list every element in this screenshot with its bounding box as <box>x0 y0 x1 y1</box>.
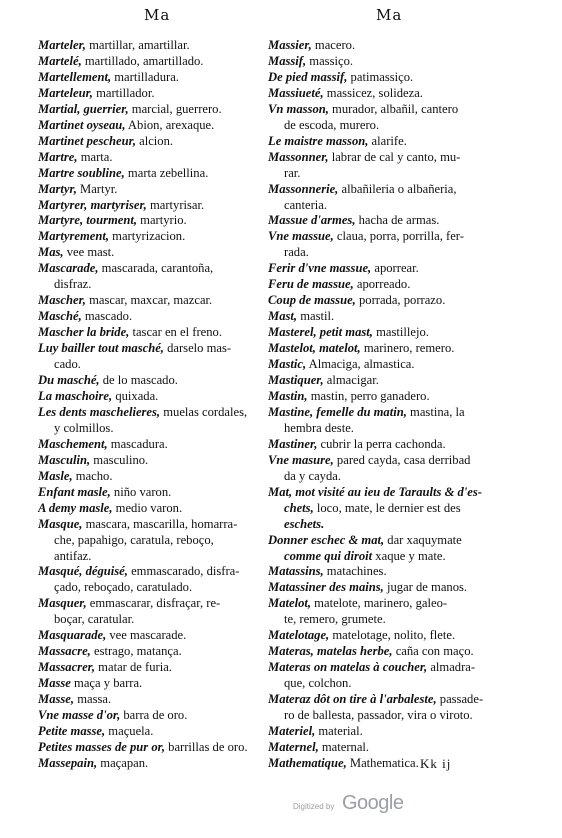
headword: A demy masle, <box>38 500 113 515</box>
dictionary-entry-line <box>38 580 272 596</box>
definition: maçapan. <box>97 755 149 770</box>
definition: vee mascarade. <box>106 628 187 643</box>
definition: martyrio. <box>137 213 187 228</box>
dictionary-entry-line <box>38 102 272 118</box>
definition: que, colchon. <box>284 676 352 691</box>
dictionary-entry-line <box>38 134 272 150</box>
dictionary-entry-line <box>38 612 272 628</box>
headword: Vne massue, <box>268 229 334 244</box>
definition: martyrisar. <box>146 197 205 212</box>
definition: te, remero, grumete. <box>284 612 386 627</box>
dictionary-entry-line <box>268 38 508 54</box>
definition: aporrear. <box>371 261 419 276</box>
headword: chets, <box>284 500 314 515</box>
headword: Vne masure, <box>268 452 334 467</box>
definition: massiço. <box>306 53 354 68</box>
definition: jugar de manos. <box>383 580 468 595</box>
definition: cado. <box>54 357 81 372</box>
dictionary-entry-line <box>38 501 272 517</box>
definition: marcial, guerrero. <box>128 101 222 116</box>
headword: Materiel, <box>268 723 316 738</box>
headword: Luy bailler tout masché, <box>38 341 164 356</box>
headword: Massif, <box>268 53 307 68</box>
dictionary-entry-line <box>38 644 272 660</box>
definition: albañileria o albañeria, <box>338 181 457 196</box>
definition: murador, albañil, cantero <box>328 101 459 116</box>
headword: Coup de massue, <box>268 293 356 308</box>
dictionary-entry-line <box>38 564 272 580</box>
dictionary-entry-line <box>268 373 508 389</box>
headword: Materaz dôt on tire à l'arbaleste, <box>268 692 437 707</box>
dictionary-entry-line <box>268 309 508 325</box>
headword: Martre soubline, <box>38 165 125 180</box>
headword: Mastine, femelle du matin, <box>268 404 407 419</box>
headword: Vn masson, <box>268 101 329 116</box>
definition: massicez, solideza. <box>323 85 423 100</box>
headword: Masse <box>38 676 71 691</box>
headword: Masché, <box>38 309 82 324</box>
dictionary-entry-line <box>38 261 272 277</box>
definition: boçar, caratular. <box>54 612 135 627</box>
definition: che, papahigo, caratula, reboço, <box>54 532 214 547</box>
dictionary-entry-line <box>268 166 508 182</box>
right-column <box>268 38 508 772</box>
headword: Masqué, déguisé, <box>38 564 128 579</box>
dictionary-entry-line <box>38 676 272 692</box>
definition: medio varon. <box>112 500 183 515</box>
dictionary-entry-line <box>268 421 508 437</box>
dictionary-entry-line <box>268 325 508 341</box>
dictionary-entry-line <box>38 373 272 389</box>
dictionary-entry-line <box>38 437 272 453</box>
definition: claua, porra, porrilla, fer- <box>333 229 464 244</box>
dictionary-entry-line <box>268 54 508 70</box>
definition: çado, reboçado, caratulado. <box>54 580 193 595</box>
definition: emmascarar, disfraçar, re- <box>86 596 221 611</box>
headword: La maschoire, <box>38 388 113 403</box>
dictionary-entry-line <box>268 676 508 692</box>
dictionary-entry-line <box>268 70 508 86</box>
definition: pared cayda, casa derribad <box>333 452 471 467</box>
dictionary-entry-line <box>268 293 508 309</box>
dictionary-entry-line <box>268 692 508 708</box>
definition: mastil. <box>297 309 335 324</box>
headword: Feru de massue, <box>268 277 354 292</box>
definition: darselo mas- <box>163 341 232 356</box>
headword: Le maistre masson, <box>268 133 369 148</box>
definition: almadra- <box>427 660 476 675</box>
running-head-left: Ma <box>144 6 171 24</box>
definition: masculino. <box>90 452 149 467</box>
definition: caña con maço. <box>392 644 474 659</box>
headword: Mastiquer, <box>268 373 324 388</box>
definition: cubrir la perra cachonda. <box>317 436 446 451</box>
headword: Massonnerie, <box>268 181 339 196</box>
definition: Almaciga, almastica. <box>306 357 415 372</box>
dictionary-entry-line <box>268 357 508 373</box>
definition: muelas cordales, <box>160 404 248 419</box>
dictionary-entry-line <box>38 309 272 325</box>
definition: martyrizacion. <box>109 229 186 244</box>
headword: Mast, <box>268 309 298 324</box>
definition: mastin, perro ganadero. <box>307 388 430 403</box>
dictionary-entry-line <box>38 277 272 293</box>
definition: Abion, arexaque. <box>125 117 215 132</box>
definition: maça y barra. <box>70 676 143 691</box>
google-watermark: Google <box>342 792 404 814</box>
dictionary-entry-line <box>38 54 272 70</box>
definition: vee mast. <box>63 245 115 260</box>
dictionary-entry-line <box>38 533 272 549</box>
dictionary-entry-line <box>268 708 508 724</box>
definition: mascadura. <box>107 436 168 451</box>
headword: Massepain, <box>38 755 98 770</box>
dictionary-entry-line <box>38 708 272 724</box>
definition: de escoda, murero. <box>284 117 380 132</box>
definition: matelotage, nolito, flete. <box>329 628 456 643</box>
dictionary-entry-line <box>268 628 508 644</box>
dictionary-entry-line <box>38 405 272 421</box>
headword: Mascher la bride, <box>38 325 130 340</box>
left-column <box>38 38 272 772</box>
headword: Mat, mot visité au ieu de Taraults & d'es- <box>268 484 482 499</box>
dictionary-entry-line <box>268 564 508 580</box>
definition: macho. <box>72 468 113 483</box>
dictionary-entry-line <box>38 245 272 261</box>
dictionary-entry-line <box>268 580 508 596</box>
definition: hembra deste. <box>284 420 354 435</box>
definition: ro de ballesta, passador, vira o viroto. <box>284 708 473 723</box>
headword: Masquer, <box>38 596 87 611</box>
dictionary-entry-line <box>268 102 508 118</box>
dictionary-entry-line <box>38 341 272 357</box>
definition: niño varon. <box>110 484 172 499</box>
dictionary-entry-line <box>268 261 508 277</box>
definition: mascar, maxcar, mazcar. <box>85 293 213 308</box>
headword: Masle, <box>38 468 73 483</box>
dictionary-entry-line <box>38 86 272 102</box>
headword: Donner eschec & mat, <box>268 532 385 547</box>
dictionary-entry-line <box>268 150 508 166</box>
definition: rada. <box>284 245 309 260</box>
definition: aporreado. <box>353 277 411 292</box>
dictionary-entry-line <box>38 325 272 341</box>
dictionary-entry-line <box>38 38 272 54</box>
definition: de lo mascado. <box>99 373 178 388</box>
dictionary-entry-line <box>268 229 508 245</box>
headword: Mastelot, matelot, <box>268 341 361 356</box>
headword: Martial, guerrier, <box>38 101 129 116</box>
dictionary-entry-line <box>38 213 272 229</box>
dictionary-entry-line <box>38 70 272 86</box>
definition: matar de furia. <box>95 660 172 675</box>
dictionary-entry-line <box>268 389 508 405</box>
definition: estrago, matança. <box>90 644 182 659</box>
dictionary-entry-line <box>268 341 508 357</box>
definition: marta zebellina. <box>124 165 209 180</box>
headword: Massiueté, <box>268 85 324 100</box>
definition: passade- <box>436 692 484 707</box>
dictionary-entry-line <box>268 740 508 756</box>
headword: Enfant masle, <box>38 484 111 499</box>
definition: Martyr. <box>76 181 118 196</box>
headword: Masquarade, <box>38 628 107 643</box>
definition: mascara, mascarilla, homarra- <box>82 516 238 531</box>
headword: Mas, <box>38 245 64 260</box>
dictionary-entry-line <box>38 389 272 405</box>
definition: maternal. <box>318 739 370 754</box>
headword: Materas on matelas à coucher, <box>268 660 428 675</box>
headword: Marteler, <box>38 38 86 52</box>
dictionary-entry-line <box>38 150 272 166</box>
headword: Massue d'armes, <box>268 213 356 228</box>
definition: hacha de armas. <box>355 213 440 228</box>
headword: Martelé, <box>38 53 82 68</box>
headword: Mascher, <box>38 293 86 308</box>
dictionary-entry-line <box>268 198 508 214</box>
dictionary-entry-line <box>268 118 508 134</box>
headword: Maternel, <box>268 739 319 754</box>
definition: alarife. <box>368 133 407 148</box>
definition: quixada. <box>112 388 159 403</box>
definition: alcion. <box>135 133 174 148</box>
headword: Masterel, petit mast, <box>268 325 373 340</box>
headword: Matassins, <box>268 564 324 579</box>
definition: martillado, amartillado. <box>81 53 204 68</box>
definition: Mathematica. <box>346 755 419 770</box>
headword: Petite masse, <box>38 723 106 738</box>
headword: Mastiner, <box>268 436 318 451</box>
headword: Massacre, <box>38 644 91 659</box>
dictionary-entry-line <box>268 501 508 517</box>
dictionary-entry-line <box>268 596 508 612</box>
dictionary-entry-line <box>268 533 508 549</box>
definition: almacigar. <box>323 373 379 388</box>
headword: Masque, <box>38 516 83 531</box>
headword: Massonner, <box>268 149 329 164</box>
definition: matelote, marinero, galeo- <box>311 596 448 611</box>
definition: y colmillos. <box>54 420 114 435</box>
headword: Mascarade, <box>38 261 99 276</box>
headword: Les dents maschelieres, <box>38 404 161 419</box>
dictionary-entry-line <box>268 245 508 261</box>
dictionary-entry-line <box>268 660 508 676</box>
definition: maçuela. <box>105 723 154 738</box>
dictionary-entry-line <box>268 549 508 565</box>
headword: Mathematique, <box>268 755 347 770</box>
headword: comme qui diroit <box>284 548 373 563</box>
dictionary-entry-line <box>38 469 272 485</box>
definition: loco, mate, le dernier est des <box>313 500 461 515</box>
dictionary-entry-line <box>268 485 508 501</box>
headword: Vne masse d'or, <box>38 708 121 723</box>
headword: Matelotage, <box>268 628 330 643</box>
definition: marinero, remero. <box>360 341 455 356</box>
dictionary-entry-line <box>268 277 508 293</box>
headword: Matassiner des mains, <box>268 580 384 595</box>
dictionary-entry-line <box>268 182 508 198</box>
headword: Massier, <box>268 38 312 52</box>
definition: antifaz. <box>54 548 92 563</box>
definition: mascado. <box>81 309 133 324</box>
dictionary-entry-line <box>268 469 508 485</box>
dictionary-entry-line <box>38 549 272 565</box>
definition: barra de oro. <box>120 708 188 723</box>
dictionary-entry-line <box>268 644 508 660</box>
headword: Martyrer, martyriser, <box>38 197 147 212</box>
definition: mastina, la <box>406 404 465 419</box>
dictionary-entry-line <box>38 229 272 245</box>
definition: tascar en el freno. <box>129 325 222 340</box>
dictionary-entry-line <box>268 437 508 453</box>
dictionary-entry-line <box>38 293 272 309</box>
dictionary-entry-line <box>38 596 272 612</box>
dictionary-entry-line <box>38 485 272 501</box>
headword: eschets. <box>284 516 325 531</box>
definition: matachines. <box>323 564 387 579</box>
dictionary-entry-line <box>268 134 508 150</box>
headword: Maschement, <box>38 436 108 451</box>
definition: martilladura. <box>111 69 179 84</box>
dictionary-entry-line <box>38 628 272 644</box>
definition: disfraz. <box>54 277 92 292</box>
definition: labrar de cal y canto, mu- <box>328 149 461 164</box>
dictionary-entry-line <box>268 405 508 421</box>
definition: martillador. <box>92 85 155 100</box>
dictionary-entry-line <box>268 453 508 469</box>
headword: De pied massif, <box>268 69 348 84</box>
headword: Matelot, <box>268 596 312 611</box>
headword: Martellement, <box>38 69 112 84</box>
definition: martillar, amartillar. <box>85 38 190 52</box>
headword: Mastic, <box>268 357 307 372</box>
running-head-right: Ma <box>376 6 403 24</box>
dictionary-entry-line <box>38 182 272 198</box>
digitized-by-label: Digitized by <box>293 802 335 811</box>
headword: Martinet pescheur, <box>38 133 136 148</box>
definition: dar xaquymate <box>384 532 462 547</box>
dictionary-entry-line <box>38 724 272 740</box>
headword: Martyre, tourment, <box>38 213 138 228</box>
dictionary-entry-line <box>38 756 272 772</box>
dictionary-entry-line <box>268 756 508 772</box>
headword: Martyrement, <box>38 229 110 244</box>
dictionary-entry-line <box>38 517 272 533</box>
definition: mastillejo. <box>372 325 429 340</box>
dictionary-entry-line <box>268 86 508 102</box>
dictionary-entry-line <box>38 166 272 182</box>
definition: xaque y mate. <box>372 548 446 563</box>
definition: mascarada, carantoña, <box>98 261 214 276</box>
headword: Massacrer, <box>38 660 96 675</box>
dictionary-entry-line <box>38 357 272 373</box>
definition: canteria. <box>284 197 327 212</box>
definition: massa. <box>74 692 112 707</box>
headword: Martre, <box>38 149 78 164</box>
headword: Du masché, <box>38 373 100 388</box>
definition: rar. <box>284 165 301 180</box>
headword: Masse, <box>38 692 75 707</box>
dictionary-entry-line <box>38 421 272 437</box>
headword: Petites masses de pur or, <box>38 739 165 754</box>
dictionary-entry-line <box>38 453 272 469</box>
headword: Martyr, <box>38 181 77 196</box>
definition: material. <box>315 723 363 738</box>
signature-mark: Kk ij <box>420 756 452 771</box>
definition: marta. <box>77 149 113 164</box>
headword: Ferir d'vne massue, <box>268 261 372 276</box>
dictionary-entry-line <box>38 198 272 214</box>
headword: Masculin, <box>38 452 91 467</box>
headword: Marteleur, <box>38 85 93 100</box>
dictionary-entry-line <box>38 740 272 756</box>
definition: patimassiço. <box>347 69 414 84</box>
dictionary-entry-line <box>268 517 508 533</box>
definition: da y cayda. <box>284 468 341 483</box>
dictionary-entry-line <box>38 660 272 676</box>
definition: porrada, porrazo. <box>355 293 446 308</box>
headword: Mastin, <box>268 388 308 403</box>
dictionary-entry-line <box>38 692 272 708</box>
definition: macero. <box>311 38 356 52</box>
dictionary-entry-line <box>268 612 508 628</box>
dictionary-entry-line <box>268 724 508 740</box>
headword: Materas, matelas herbe, <box>268 644 393 659</box>
dictionary-entry-line <box>268 213 508 229</box>
definition: barrillas de oro. <box>165 739 248 754</box>
headword: Martinet oyseau, <box>38 117 126 132</box>
dictionary-entry-line <box>38 118 272 134</box>
definition: emmascarado, disfra- <box>127 564 240 579</box>
